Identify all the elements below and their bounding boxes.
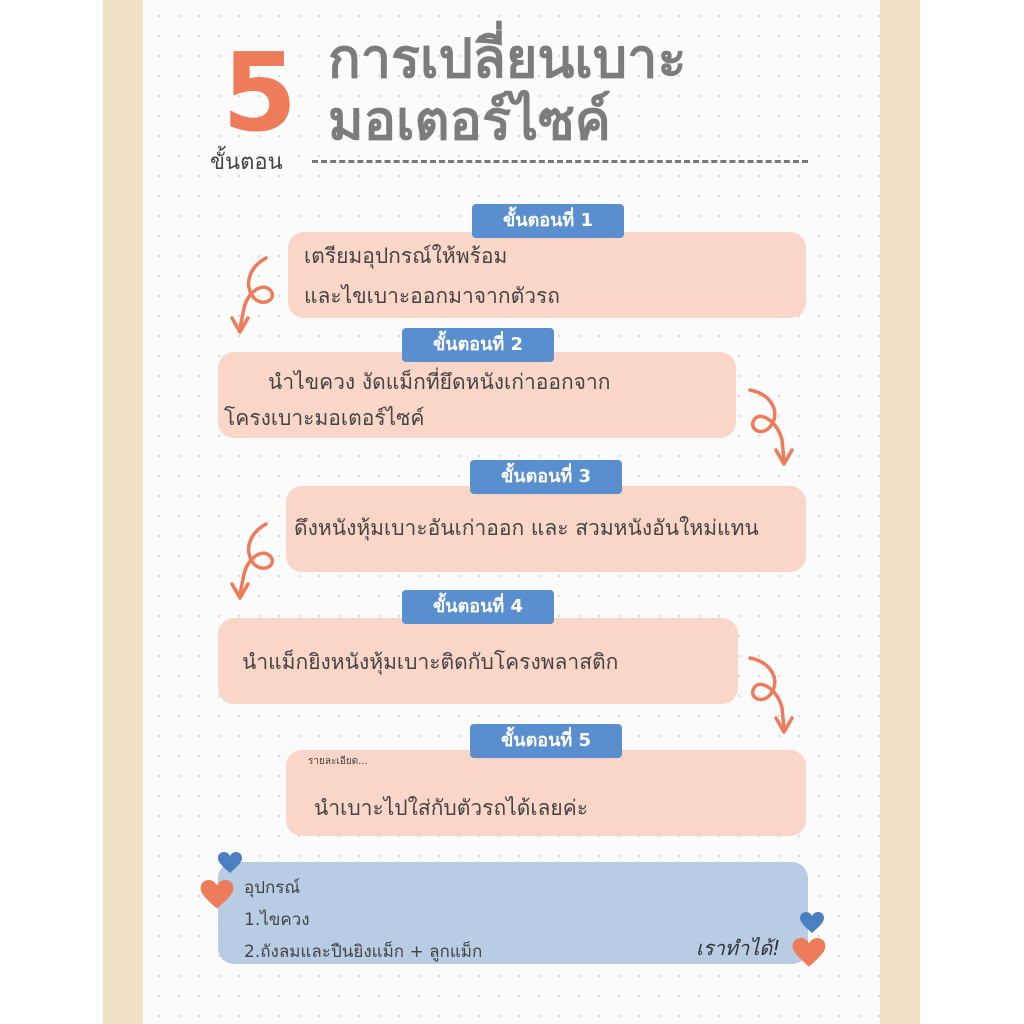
step-1-tag: ขั้นตอนที่ 1: [472, 204, 624, 238]
equipment-box: [218, 862, 808, 964]
equipment-item-1: 1.ไขควง: [244, 910, 310, 930]
page-title: [328, 28, 686, 152]
title-dashed-underline: [312, 160, 808, 163]
step-1-line-1: เตรียมอุปกรณ์ให้พร้อม: [304, 244, 508, 268]
blue-heart-icon-right: [800, 912, 824, 934]
step-3-tag: ขั้นตอนที่ 3: [470, 460, 622, 494]
equipment-item-2: 2.ถังลมและปืนยิงแม็ก + ลูกแม็ก: [244, 942, 483, 962]
step-4-tag: ขั้นตอนที่ 4: [402, 590, 554, 624]
step-5-small-note: รายละเอียด...: [308, 756, 368, 767]
step-5-line-1: นำเบาะไปใส่กับตัวรถได้เลยค่ะ: [314, 796, 589, 820]
step-5-tag: ขั้นตอนที่ 5: [470, 724, 622, 758]
step-5-card: [286, 750, 806, 836]
big-number-five: 5: [222, 31, 298, 156]
step-4-card: [218, 618, 738, 704]
title-line-1: การเปลี่ยนเบาะ: [328, 27, 687, 90]
curly-arrow-down-left-3: [226, 516, 286, 606]
step-2-tag: ขั้นตอนที่ 2: [402, 328, 554, 362]
left-border-strip: [103, 0, 143, 1024]
equipment-heading: อุปกรณ์: [244, 878, 301, 898]
blue-heart-icon: [218, 852, 242, 874]
steps-word: ขั้นตอน: [210, 150, 283, 175]
curly-arrow-down-right-4: [740, 648, 800, 738]
orange-heart-icon: [200, 880, 234, 910]
slogan-text: เราทำได้!: [696, 936, 781, 960]
title-line-2: มอเตอร์ไซค์: [328, 89, 611, 152]
step-1-card: [288, 232, 806, 318]
step-3-line-1: ดึงหนังหุ้มเบาะอันเก่าออก และ สวมหนังอันใหม่แทน: [294, 516, 759, 540]
curly-arrow-down-right-2: [740, 380, 800, 470]
step-2-card: [218, 352, 736, 438]
step-3-card: [286, 486, 806, 572]
step-2-line-1: นำไขควง งัดแม็กที่ยึดหนังเก่าออกจาก: [268, 370, 611, 394]
curly-arrow-down-left-1: [226, 250, 286, 340]
step-1-line-2: และไขเบาะออกมาจากตัวรถ: [304, 284, 560, 308]
step-4-line-1: นำแม็กยิงหนังหุ้มเบาะติดกับโครงพลาสติก: [242, 650, 619, 674]
right-border-strip: [880, 0, 920, 1024]
orange-heart-icon-right: [792, 938, 826, 968]
step-2-line-2: โครงเบาะมอเตอร์ไซค์: [224, 406, 425, 430]
